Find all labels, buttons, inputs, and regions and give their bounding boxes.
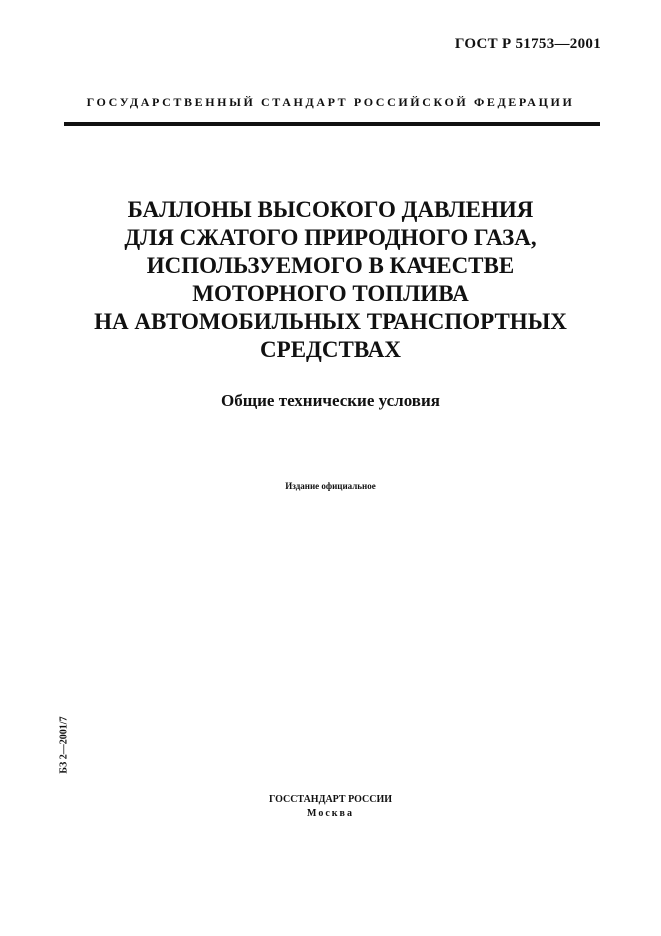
- state-standard-heading: ГОСУДАРСТВЕННЫЙ СТАНДАРТ РОССИЙСКОЙ ФЕДЕРАЦИИ: [86, 95, 575, 109]
- publication-city: Москва: [307, 808, 354, 819]
- gost-number: ГОСТ Р 51753—2001: [454, 36, 601, 52]
- header-rule: [64, 122, 600, 126]
- title-line: СРЕДСТВАХ: [260, 337, 401, 362]
- title-line: БАЛЛОНЫ ВЫСОКОГО ДАВЛЕНИЯ: [127, 197, 534, 222]
- title-line: ИСПОЛЬЗУЕМОГО В КАЧЕСТВЕ: [146, 253, 515, 278]
- edition-note: Издание официальное: [285, 481, 376, 491]
- title-line: МОТОРНОГО ТОПЛИВА: [192, 281, 469, 306]
- document-title: [0, 196, 661, 364]
- publisher: ГОССТАНДАРТ РОССИИ: [268, 794, 393, 805]
- title-line: НА АВТОМОБИЛЬНЫХ ТРАНСПОРТНЫХ: [94, 309, 567, 334]
- title-line: ДЛЯ СЖАТОГО ПРИРОДНОГО ГАЗА,: [124, 225, 537, 250]
- catalog-code: БЗ 2—2001/7: [58, 716, 70, 774]
- document-subtitle: Общие технические условия: [221, 391, 440, 410]
